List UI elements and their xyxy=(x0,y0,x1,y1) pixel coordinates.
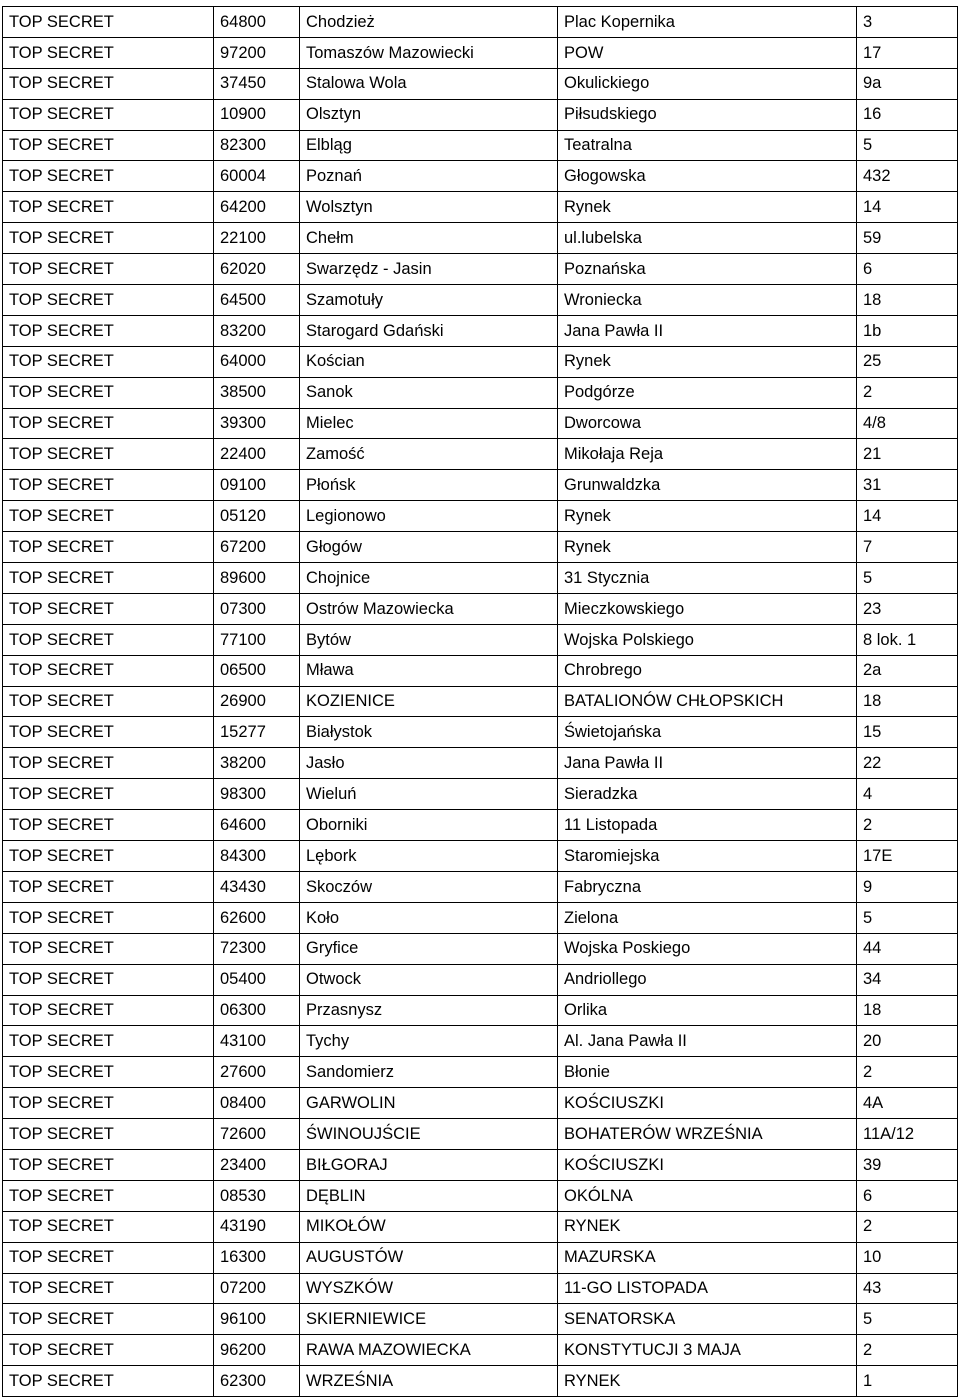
number-cell: 39 xyxy=(857,1149,958,1180)
table-row xyxy=(3,964,958,995)
table-row xyxy=(3,161,958,192)
street-cell: Dworcowa xyxy=(558,408,857,439)
number-cell: 2a xyxy=(857,655,958,686)
classification-cell: TOP SECRET xyxy=(3,1057,214,1088)
city-cell: BIŁGORAJ xyxy=(300,1149,558,1180)
table-row xyxy=(3,1088,958,1119)
city-cell: RAWA MAZOWIECKA xyxy=(300,1335,558,1366)
number-cell: 16 xyxy=(857,99,958,130)
classification-cell: TOP SECRET xyxy=(3,779,214,810)
table-row xyxy=(3,285,958,316)
classification-cell: TOP SECRET xyxy=(3,37,214,68)
postal-code-cell: 62600 xyxy=(214,902,300,933)
city-cell: Szamotuły xyxy=(300,285,558,316)
postal-code-cell: 72600 xyxy=(214,1119,300,1150)
classification-cell: TOP SECRET xyxy=(3,130,214,161)
classification-cell: TOP SECRET xyxy=(3,655,214,686)
city-cell: Tomaszów Mazowiecki xyxy=(300,37,558,68)
postal-code-cell: 37450 xyxy=(214,68,300,99)
number-cell: 2 xyxy=(857,1057,958,1088)
city-cell: DĘBLIN xyxy=(300,1180,558,1211)
city-cell: Poznań xyxy=(300,161,558,192)
postal-code-cell: 06300 xyxy=(214,995,300,1026)
classification-cell: TOP SECRET xyxy=(3,1273,214,1304)
city-cell: Skoczów xyxy=(300,871,558,902)
table-row xyxy=(3,717,958,748)
classification-cell: TOP SECRET xyxy=(3,933,214,964)
postal-code-cell: 06500 xyxy=(214,655,300,686)
postal-code-cell: 84300 xyxy=(214,841,300,872)
street-cell: POW xyxy=(558,37,857,68)
classification-cell: TOP SECRET xyxy=(3,1335,214,1366)
table-row xyxy=(3,223,958,254)
city-cell: Koło xyxy=(300,902,558,933)
table-row xyxy=(3,563,958,594)
number-cell: 1b xyxy=(857,315,958,346)
city-cell: Chełm xyxy=(300,223,558,254)
classification-cell: TOP SECRET xyxy=(3,1242,214,1273)
table-row xyxy=(3,593,958,624)
postal-code-cell: 60004 xyxy=(214,161,300,192)
classification-cell: TOP SECRET xyxy=(3,1088,214,1119)
street-cell: Wojska Polskiego xyxy=(558,624,857,655)
classification-cell: TOP SECRET xyxy=(3,223,214,254)
address-table-body xyxy=(3,7,958,1397)
city-cell: Chodzież xyxy=(300,7,558,38)
number-cell: 22 xyxy=(857,748,958,779)
table-row xyxy=(3,1366,958,1397)
table-row xyxy=(3,315,958,346)
street-cell: Fabryczna xyxy=(558,871,857,902)
number-cell: 21 xyxy=(857,439,958,470)
street-cell: Mieczkowskiego xyxy=(558,593,857,624)
postal-code-cell: 08530 xyxy=(214,1180,300,1211)
classification-cell: TOP SECRET xyxy=(3,315,214,346)
number-cell: 5 xyxy=(857,902,958,933)
city-cell: WYSZKÓW xyxy=(300,1273,558,1304)
street-cell: KOŚCIUSZKI xyxy=(558,1149,857,1180)
city-cell: AUGUSTÓW xyxy=(300,1242,558,1273)
table-row xyxy=(3,192,958,223)
postal-code-cell: 38500 xyxy=(214,377,300,408)
classification-cell: TOP SECRET xyxy=(3,285,214,316)
classification-cell: TOP SECRET xyxy=(3,346,214,377)
table-row xyxy=(3,346,958,377)
classification-cell: TOP SECRET xyxy=(3,1119,214,1150)
street-cell: KONSTYTUCJI 3 MAJA xyxy=(558,1335,857,1366)
table-row xyxy=(3,748,958,779)
street-cell: RYNEK xyxy=(558,1366,857,1397)
postal-code-cell: 64500 xyxy=(214,285,300,316)
number-cell: 1 xyxy=(857,1366,958,1397)
classification-cell: TOP SECRET xyxy=(3,192,214,223)
table-row xyxy=(3,655,958,686)
street-cell: Chrobrego xyxy=(558,655,857,686)
street-cell: Grunwaldzka xyxy=(558,470,857,501)
classification-cell: TOP SECRET xyxy=(3,377,214,408)
street-cell: Wojska Poskiego xyxy=(558,933,857,964)
city-cell: Olsztyn xyxy=(300,99,558,130)
city-cell: ŚWINOUJŚCIE xyxy=(300,1119,558,1150)
classification-cell: TOP SECRET xyxy=(3,1366,214,1397)
city-cell: Elbląg xyxy=(300,130,558,161)
street-cell: Teatralna xyxy=(558,130,857,161)
number-cell: 18 xyxy=(857,285,958,316)
postal-code-cell: 23400 xyxy=(214,1149,300,1180)
postal-code-cell: 89600 xyxy=(214,563,300,594)
table-row xyxy=(3,1057,958,1088)
table-row xyxy=(3,686,958,717)
postal-code-cell: 64200 xyxy=(214,192,300,223)
number-cell: 4 xyxy=(857,779,958,810)
table-row xyxy=(3,1211,958,1242)
classification-cell: TOP SECRET xyxy=(3,902,214,933)
classification-cell: TOP SECRET xyxy=(3,470,214,501)
number-cell: 11A/12 xyxy=(857,1119,958,1150)
city-cell: Oborniki xyxy=(300,810,558,841)
city-cell: MIKOŁÓW xyxy=(300,1211,558,1242)
table-row xyxy=(3,532,958,563)
number-cell: 6 xyxy=(857,254,958,285)
postal-code-cell: 22400 xyxy=(214,439,300,470)
postal-code-cell: 10900 xyxy=(214,99,300,130)
street-cell: Podgórze xyxy=(558,377,857,408)
city-cell: Płońsk xyxy=(300,470,558,501)
number-cell: 43 xyxy=(857,1273,958,1304)
postal-code-cell: 43190 xyxy=(214,1211,300,1242)
number-cell: 59 xyxy=(857,223,958,254)
postal-code-cell: 43430 xyxy=(214,871,300,902)
number-cell: 23 xyxy=(857,593,958,624)
classification-cell: TOP SECRET xyxy=(3,532,214,563)
classification-cell: TOP SECRET xyxy=(3,810,214,841)
number-cell: 8 lok. 1 xyxy=(857,624,958,655)
table-row xyxy=(3,624,958,655)
street-cell: Piłsudskiego xyxy=(558,99,857,130)
number-cell: 34 xyxy=(857,964,958,995)
street-cell: Orlika xyxy=(558,995,857,1026)
number-cell: 2 xyxy=(857,810,958,841)
number-cell: 5 xyxy=(857,130,958,161)
classification-cell: TOP SECRET xyxy=(3,1211,214,1242)
street-cell: RYNEK xyxy=(558,1211,857,1242)
street-cell: Wroniecka xyxy=(558,285,857,316)
street-cell: Poznańska xyxy=(558,254,857,285)
street-cell: ul.lubelska xyxy=(558,223,857,254)
classification-cell: TOP SECRET xyxy=(3,995,214,1026)
table-row xyxy=(3,1180,958,1211)
number-cell: 2 xyxy=(857,1335,958,1366)
postal-code-cell: 62300 xyxy=(214,1366,300,1397)
postal-code-cell: 62020 xyxy=(214,254,300,285)
city-cell: Gryfice xyxy=(300,933,558,964)
classification-cell: TOP SECRET xyxy=(3,254,214,285)
table-row xyxy=(3,377,958,408)
classification-cell: TOP SECRET xyxy=(3,408,214,439)
classification-cell: TOP SECRET xyxy=(3,686,214,717)
number-cell: 31 xyxy=(857,470,958,501)
postal-code-cell: 22100 xyxy=(214,223,300,254)
table-row xyxy=(3,902,958,933)
street-cell: MAZURSKA xyxy=(558,1242,857,1273)
number-cell: 7 xyxy=(857,532,958,563)
street-cell: BATALIONÓW CHŁOPSKICH xyxy=(558,686,857,717)
street-cell: Świetojańska xyxy=(558,717,857,748)
table-row xyxy=(3,871,958,902)
postal-code-cell: 27600 xyxy=(214,1057,300,1088)
table-row xyxy=(3,1304,958,1335)
postal-code-cell: 08400 xyxy=(214,1088,300,1119)
postal-code-cell: 64600 xyxy=(214,810,300,841)
number-cell: 14 xyxy=(857,501,958,532)
table-row xyxy=(3,408,958,439)
city-cell: Przasnysz xyxy=(300,995,558,1026)
table-row xyxy=(3,1273,958,1304)
city-cell: Sandomierz xyxy=(300,1057,558,1088)
table-row xyxy=(3,7,958,38)
city-cell: Legionowo xyxy=(300,501,558,532)
street-cell: Jana Pawła II xyxy=(558,315,857,346)
city-cell: Jasło xyxy=(300,748,558,779)
classification-cell: TOP SECRET xyxy=(3,439,214,470)
street-cell: Rynek xyxy=(558,501,857,532)
classification-cell: TOP SECRET xyxy=(3,161,214,192)
street-cell: Sieradzka xyxy=(558,779,857,810)
classification-cell: TOP SECRET xyxy=(3,1026,214,1057)
postal-code-cell: 96200 xyxy=(214,1335,300,1366)
table-row xyxy=(3,1026,958,1057)
street-cell: Plac Kopernika xyxy=(558,7,857,38)
table-row xyxy=(3,68,958,99)
number-cell: 17E xyxy=(857,841,958,872)
postal-code-cell: 77100 xyxy=(214,624,300,655)
number-cell: 14 xyxy=(857,192,958,223)
classification-cell: TOP SECRET xyxy=(3,1180,214,1211)
city-cell: Białystok xyxy=(300,717,558,748)
street-cell: Jana Pawła II xyxy=(558,748,857,779)
number-cell: 6 xyxy=(857,1180,958,1211)
table-row xyxy=(3,1335,958,1366)
city-cell: Kościan xyxy=(300,346,558,377)
street-cell: Staromiejska xyxy=(558,841,857,872)
table-row xyxy=(3,1242,958,1273)
classification-cell: TOP SECRET xyxy=(3,841,214,872)
street-cell: 11 Listopada xyxy=(558,810,857,841)
classification-cell: TOP SECRET xyxy=(3,563,214,594)
postal-code-cell: 39300 xyxy=(214,408,300,439)
city-cell: SKIERNIEWICE xyxy=(300,1304,558,1335)
city-cell: Sanok xyxy=(300,377,558,408)
postal-code-cell: 38200 xyxy=(214,748,300,779)
street-cell: Głogowska xyxy=(558,161,857,192)
city-cell: Stalowa Wola xyxy=(300,68,558,99)
number-cell: 9a xyxy=(857,68,958,99)
number-cell: 10 xyxy=(857,1242,958,1273)
classification-cell: TOP SECRET xyxy=(3,871,214,902)
classification-cell: TOP SECRET xyxy=(3,964,214,995)
postal-code-cell: 05400 xyxy=(214,964,300,995)
classification-cell: TOP SECRET xyxy=(3,501,214,532)
postal-code-cell: 97200 xyxy=(214,37,300,68)
number-cell: 4A xyxy=(857,1088,958,1119)
postal-code-cell: 64800 xyxy=(214,7,300,38)
city-cell: Wieluń xyxy=(300,779,558,810)
address-table xyxy=(2,6,958,1397)
city-cell: Wolsztyn xyxy=(300,192,558,223)
postal-code-cell: 96100 xyxy=(214,1304,300,1335)
table-row xyxy=(3,1149,958,1180)
city-cell: KOZIENICE xyxy=(300,686,558,717)
postal-code-cell: 16300 xyxy=(214,1242,300,1273)
table-row xyxy=(3,130,958,161)
city-cell: Ostrów Mazowiecka xyxy=(300,593,558,624)
postal-code-cell: 07200 xyxy=(214,1273,300,1304)
city-cell: GARWOLIN xyxy=(300,1088,558,1119)
street-cell: Rynek xyxy=(558,532,857,563)
city-cell: Swarzędz - Jasin xyxy=(300,254,558,285)
table-row xyxy=(3,501,958,532)
street-cell: Zielona xyxy=(558,902,857,933)
street-cell: SENATORSKA xyxy=(558,1304,857,1335)
street-cell: KOŚCIUSZKI xyxy=(558,1088,857,1119)
classification-cell: TOP SECRET xyxy=(3,1304,214,1335)
classification-cell: TOP SECRET xyxy=(3,593,214,624)
number-cell: 5 xyxy=(857,563,958,594)
table-row xyxy=(3,37,958,68)
street-cell: 11-GO LISTOPADA xyxy=(558,1273,857,1304)
number-cell: 25 xyxy=(857,346,958,377)
number-cell: 9 xyxy=(857,871,958,902)
postal-code-cell: 82300 xyxy=(214,130,300,161)
city-cell: Głogów xyxy=(300,532,558,563)
number-cell: 2 xyxy=(857,377,958,408)
street-cell: Rynek xyxy=(558,346,857,377)
city-cell: Bytów xyxy=(300,624,558,655)
table-row xyxy=(3,439,958,470)
table-row xyxy=(3,779,958,810)
city-cell: Mielec xyxy=(300,408,558,439)
street-cell: 31 Stycznia xyxy=(558,563,857,594)
city-cell: Tychy xyxy=(300,1026,558,1057)
number-cell: 15 xyxy=(857,717,958,748)
classification-cell: TOP SECRET xyxy=(3,717,214,748)
street-cell: Okulickiego xyxy=(558,68,857,99)
street-cell: OKÓLNA xyxy=(558,1180,857,1211)
classification-cell: TOP SECRET xyxy=(3,68,214,99)
postal-code-cell: 15277 xyxy=(214,717,300,748)
table-row xyxy=(3,810,958,841)
address-table-container xyxy=(2,6,958,1397)
city-cell: Otwock xyxy=(300,964,558,995)
street-cell: Rynek xyxy=(558,192,857,223)
street-cell: Błonie xyxy=(558,1057,857,1088)
table-row xyxy=(3,995,958,1026)
table-row xyxy=(3,841,958,872)
number-cell: 432 xyxy=(857,161,958,192)
table-row xyxy=(3,254,958,285)
postal-code-cell: 09100 xyxy=(214,470,300,501)
postal-code-cell: 26900 xyxy=(214,686,300,717)
number-cell: 44 xyxy=(857,933,958,964)
postal-code-cell: 67200 xyxy=(214,532,300,563)
classification-cell: TOP SECRET xyxy=(3,748,214,779)
city-cell: Chojnice xyxy=(300,563,558,594)
city-cell: Mława xyxy=(300,655,558,686)
classification-cell: TOP SECRET xyxy=(3,7,214,38)
number-cell: 3 xyxy=(857,7,958,38)
number-cell: 20 xyxy=(857,1026,958,1057)
table-row xyxy=(3,933,958,964)
table-row xyxy=(3,99,958,130)
table-row xyxy=(3,470,958,501)
table-row xyxy=(3,1119,958,1150)
number-cell: 18 xyxy=(857,995,958,1026)
number-cell: 17 xyxy=(857,37,958,68)
classification-cell: TOP SECRET xyxy=(3,99,214,130)
city-cell: WRZEŚNIA xyxy=(300,1366,558,1397)
postal-code-cell: 64000 xyxy=(214,346,300,377)
postal-code-cell: 43100 xyxy=(214,1026,300,1057)
number-cell: 2 xyxy=(857,1211,958,1242)
postal-code-cell: 07300 xyxy=(214,593,300,624)
classification-cell: TOP SECRET xyxy=(3,624,214,655)
city-cell: Zamość xyxy=(300,439,558,470)
street-cell: Al. Jana Pawła II xyxy=(558,1026,857,1057)
number-cell: 4/8 xyxy=(857,408,958,439)
street-cell: BOHATERÓW WRZEŚNIA xyxy=(558,1119,857,1150)
street-cell: Mikołaja Reja xyxy=(558,439,857,470)
street-cell: Andriollego xyxy=(558,964,857,995)
city-cell: Starogard Gdański xyxy=(300,315,558,346)
classification-cell: TOP SECRET xyxy=(3,1149,214,1180)
postal-code-cell: 05120 xyxy=(214,501,300,532)
postal-code-cell: 83200 xyxy=(214,315,300,346)
number-cell: 18 xyxy=(857,686,958,717)
number-cell: 5 xyxy=(857,1304,958,1335)
postal-code-cell: 98300 xyxy=(214,779,300,810)
postal-code-cell: 72300 xyxy=(214,933,300,964)
city-cell: Lębork xyxy=(300,841,558,872)
